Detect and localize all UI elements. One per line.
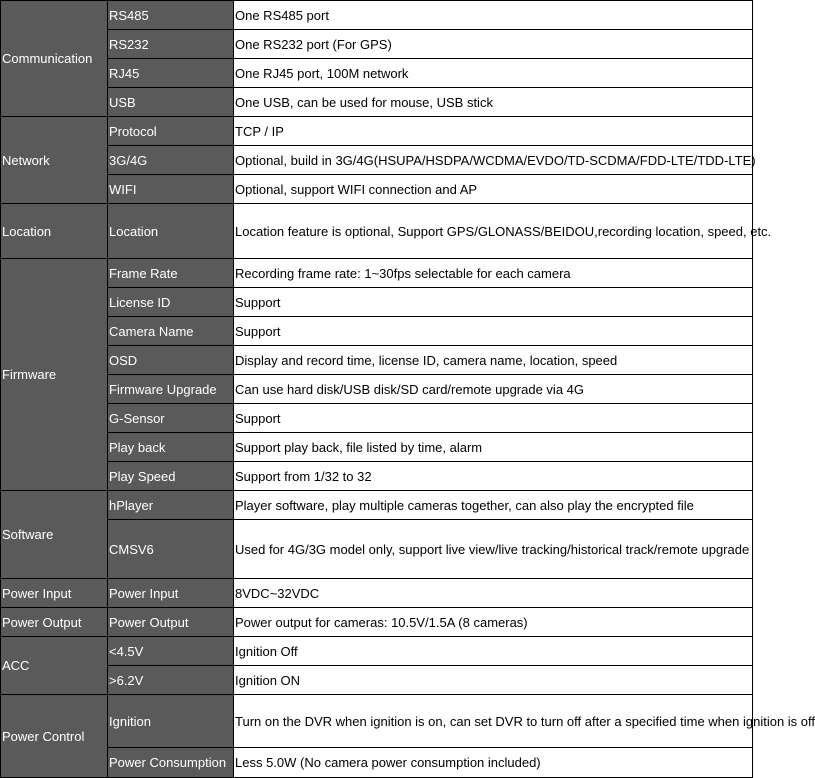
category-communication: Communication <box>1 1 108 117</box>
table-row <box>1 346 753 375</box>
feature-usb: USB <box>108 88 234 117</box>
value-above-6-2v: Ignition ON <box>234 666 753 695</box>
feature-frame-rate: Frame Rate <box>108 259 234 288</box>
table-row <box>1 204 753 259</box>
feature-rs485: RS485 <box>108 1 234 30</box>
value-ignition: Turn on the DVR when ignition is on, can set DVR to turn off after a specified time when ignition is off <box>234 695 753 748</box>
value-play-speed: Support from 1/32 to 32 <box>234 462 753 491</box>
value-osd: Display and record time, license ID, camera name, location, speed <box>234 346 753 375</box>
category-software: Software <box>1 491 108 579</box>
value-firmware-upgrade: Can use hard disk/USB disk/SD card/remote upgrade via 4G <box>234 375 753 404</box>
value-3g-4g: Optional, build in 3G/4G(HSUPA/HSDPA/WCDMA/EVDO/TD-SCDMA/FDD-LTE/TDD-LTE) <box>234 146 753 175</box>
category-acc: ACC <box>1 637 108 695</box>
category-location: Location <box>1 204 108 259</box>
value-location: Location feature is optional, Support GPS/GLONASS/BEIDOU,recording location, speed, etc. <box>234 204 753 259</box>
table-row <box>1 695 753 748</box>
table-row <box>1 433 753 462</box>
feature-protocol: Protocol <box>108 117 234 146</box>
value-frame-rate: Recording frame rate: 1~30fps selectable for each camera <box>234 259 753 288</box>
value-g-sensor: Support <box>234 404 753 433</box>
value-wifi: Optional, support WIFI connection and AP <box>234 175 753 204</box>
feature-play-back: Play back <box>108 433 234 462</box>
feature-camera-name: Camera Name <box>108 317 234 346</box>
table-row <box>1 88 753 117</box>
feature-cmsv6: CMSV6 <box>108 520 234 579</box>
table-row <box>1 146 753 175</box>
table-row <box>1 30 753 59</box>
table-row <box>1 637 753 666</box>
feature-osd: OSD <box>108 346 234 375</box>
feature-g-sensor: G-Sensor <box>108 404 234 433</box>
feature-firmware-upgrade: Firmware Upgrade <box>108 375 234 404</box>
table-row <box>1 259 753 288</box>
table-row <box>1 520 753 579</box>
table-row <box>1 404 753 433</box>
value-camera-name: Support <box>234 317 753 346</box>
value-license-id: Support <box>234 288 753 317</box>
feature-rj45: RJ45 <box>108 59 234 88</box>
feature-below-4-5v: <4.5V <box>108 637 234 666</box>
table-row <box>1 175 753 204</box>
table-row <box>1 59 753 88</box>
value-rj45: One RJ45 port, 100M network <box>234 59 753 88</box>
value-rs232: One RS232 port (For GPS) <box>234 30 753 59</box>
table-row <box>1 666 753 695</box>
value-play-back: Support play back, file listed by time, alarm <box>234 433 753 462</box>
table-row <box>1 608 753 637</box>
value-below-4-5v: Ignition Off <box>234 637 753 666</box>
table-row <box>1 375 753 404</box>
feature-license-id: License ID <box>108 288 234 317</box>
value-power-consumption: Less 5.0W (No camera power consumption included) <box>234 748 753 778</box>
table-row <box>1 1 753 30</box>
feature-hplayer: hPlayer <box>108 491 234 520</box>
feature-3g-4g: 3G/4G <box>108 146 234 175</box>
feature-rs232: RS232 <box>108 30 234 59</box>
table-row <box>1 317 753 346</box>
category-power-control: Power Control <box>1 695 108 778</box>
table-row <box>1 579 753 608</box>
value-protocol: TCP / IP <box>234 117 753 146</box>
feature-power-output: Power Output <box>108 608 234 637</box>
feature-play-speed: Play Speed <box>108 462 234 491</box>
category-power-input: Power Input <box>1 579 108 608</box>
category-network: Network <box>1 117 108 204</box>
category-power-output: Power Output <box>1 608 108 637</box>
value-power-output: Power output for cameras: 10.5V/1.5A (8 cameras) <box>234 608 753 637</box>
feature-ignition: Ignition <box>108 695 234 748</box>
value-rs485: One RS485 port <box>234 1 753 30</box>
feature-location: Location <box>108 204 234 259</box>
value-power-input: 8VDC~32VDC <box>234 579 753 608</box>
table-row <box>1 117 753 146</box>
table-row <box>1 491 753 520</box>
feature-power-consumption: Power Consumption <box>108 748 234 778</box>
value-hplayer: Player software, play multiple cameras together, can also play the encrypted file <box>234 491 753 520</box>
table-row <box>1 748 753 778</box>
value-usb: One USB, can be used for mouse, USB stick <box>234 88 753 117</box>
table-row <box>1 462 753 491</box>
feature-power-input: Power Input <box>108 579 234 608</box>
feature-wifi: WIFI <box>108 175 234 204</box>
category-firmware: Firmware <box>1 259 108 491</box>
table-row <box>1 288 753 317</box>
feature-above-6-2v: >6.2V <box>108 666 234 695</box>
value-cmsv6: Used for 4G/3G model only, support live view/live tracking/historical track/remote upgrade <box>234 520 753 579</box>
